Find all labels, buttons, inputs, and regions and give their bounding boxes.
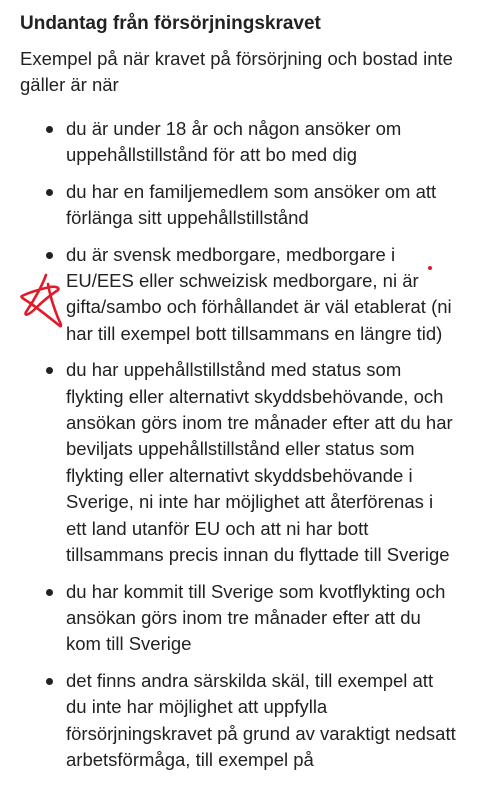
list-item [0, 357, 480, 568]
section-heading: Undantag från försörjningskravet [20, 13, 321, 34]
list-item-text: det finns andra särskilda skäl, till exempel att du inte har möjlighet att uppfylla försörjningskravet på grund av varaktigt nedsatt arbetsförmåga, till exempel på [66, 669, 456, 770]
list-item [0, 242, 480, 348]
exception-list [0, 116, 480, 783]
list-item [0, 179, 480, 232]
list-item-text: du har en familjemedlem som ansöker om att förlänga sitt uppehållstillstånd [66, 180, 437, 229]
bullet-icon [46, 589, 53, 596]
list-item [0, 668, 480, 774]
bullet-icon [46, 252, 53, 259]
list-item-text: du har uppehållstillstånd med status som flykting eller alternativt skyddsbehövande, och ansökan görs inom tre månader efter att du har beviljats uppehållstillstånd eller status som flykting eller alternativt skyddsbehövande i Sverige, ni inte har möjlighet att återförenas i ett land utanför EU och att ni har bott tillsammans precis innan du flyttade till Sverige [66, 359, 453, 566]
list-item-text: du är svensk medborgare, medborgare i EU/EES eller schweizisk medborgare, ni är gifta/sambo och förhållandet är väl etablerat (ni har till exempel bott tillsammans en längre tid) [66, 243, 452, 344]
intro-paragraph: Exempel på när kravet på försörjning och bostad inte gäller är när [20, 48, 453, 95]
handdrawn-star-icon [18, 272, 68, 330]
bullet-icon [46, 367, 53, 374]
list-item-text: du har kommit till Sverige som kvotflykting och ansökan görs inom tre månader efter att du kom till Sverige [66, 580, 446, 655]
bullet-icon [46, 126, 53, 133]
bullet-icon [46, 189, 53, 196]
list-item [0, 116, 480, 169]
list-item [0, 579, 480, 658]
red-dot-mark [428, 266, 432, 270]
list-item-text: du är under 18 år och någon ansöker om uppehållstillstånd för att bo med dig [66, 118, 402, 166]
bullet-icon [46, 678, 53, 685]
